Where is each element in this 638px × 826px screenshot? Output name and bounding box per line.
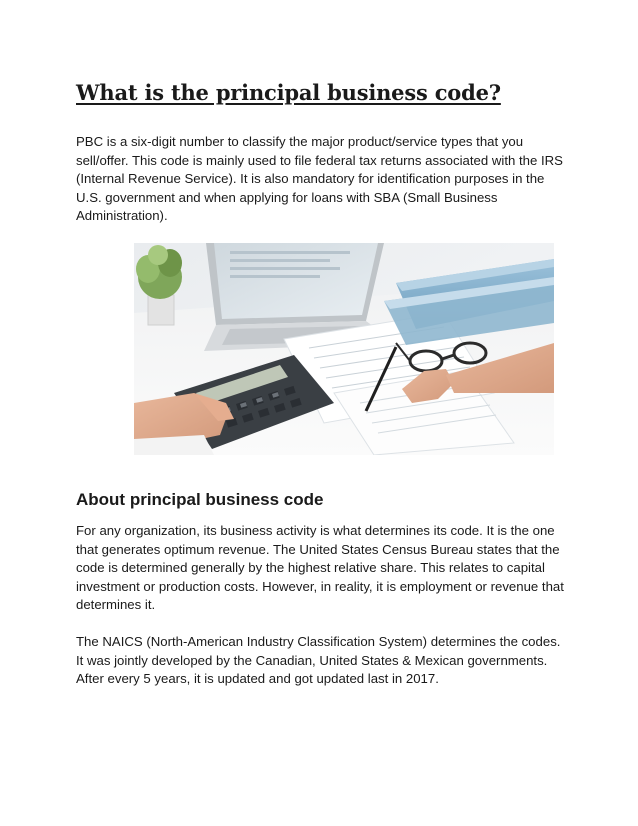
- section-paragraph-1: For any organization, its business activity is what determines its code. It is the one that generates optimum revenue. The United States Census Bureau states that the code is determined generally by the highest relative share. This relates to capital investment or production costs. However, in reality, it is employment or revenue that determines it.: [76, 523, 564, 613]
- accounting-desk-photo: [134, 243, 554, 455]
- section-paragraph-2: The NAICS (North-American Industry Classification System) determines the codes. It was jointly developed by the Canadian, United States & Mexican governments. After every 5 years, it is updated and got updated last in 2017.: [76, 634, 561, 687]
- photo-illustration: [134, 243, 554, 455]
- section-heading: About principal business code: [76, 490, 324, 509]
- intro-paragraph: PBC is a six-digit number to classify the major product/service types that you sell/offer. This code is mainly used to file federal tax returns associated with the IRS (Internal Revenue Service). It is also mandatory for identification purposes in the U.S. government and when applying for loans with SBA (Small Business Administration).: [76, 134, 563, 224]
- page-title: What is the principal business code?: [76, 80, 501, 105]
